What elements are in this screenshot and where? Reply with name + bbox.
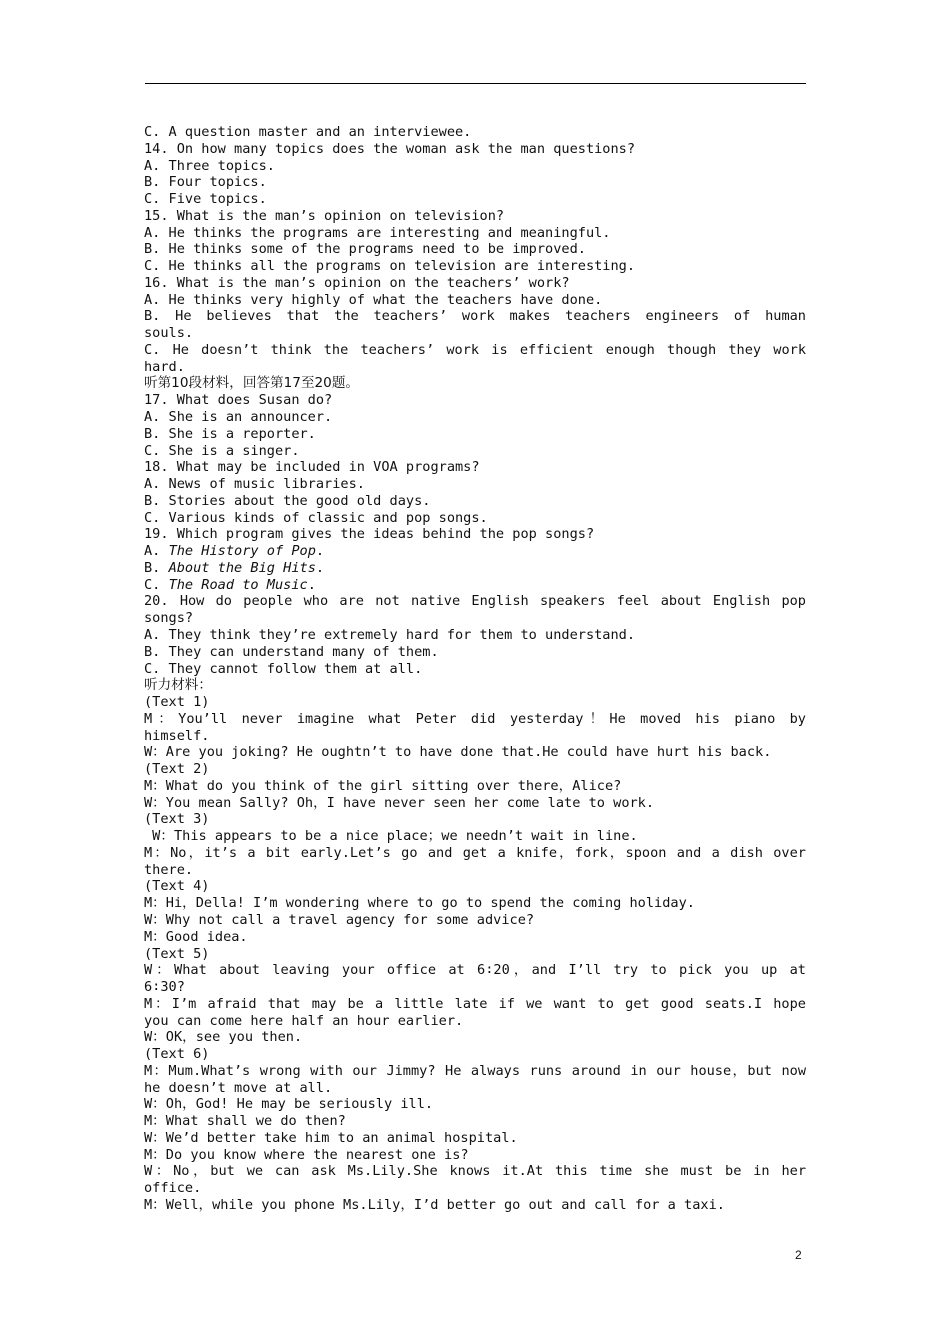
text-line: songs? <box>144 610 194 627</box>
text-line: C. Five topics. <box>144 191 267 208</box>
text-line: W：No，but we can ask Ms.Lily.She knows it.At this time she must be in her <box>144 1163 806 1180</box>
text-line: A. They think they’re extremely hard for them to understand. <box>144 626 636 643</box>
text-line: 20. How do people who are not native English speakers feel about English pop <box>144 593 806 610</box>
text-line: C. They cannot follow them at all. <box>144 660 423 677</box>
program-title: The History of Pop <box>168 543 316 560</box>
text-line: W：We’d better take him to an animal hospital. <box>144 1129 518 1146</box>
text-line: (Text 1) <box>144 694 210 711</box>
text-line: M：I’m afraid that may be a little late if we want to get good seats.I hope <box>144 995 806 1012</box>
text-line: A. He thinks the programs are interesting and meaningful. <box>144 224 611 241</box>
text-line: W：Why not call a travel agency for some advice? <box>144 911 535 928</box>
text-line: A. News of music libraries. <box>144 476 365 493</box>
text-line: A. He thinks very highly of what the teachers have done. <box>144 291 603 308</box>
text-line: office. <box>144 1180 202 1197</box>
text-line: 听第10段材料，回答第17至20题。 <box>144 375 360 392</box>
text-line: 15. What is the man’s opinion on television? <box>144 207 505 224</box>
text-line: hard. <box>144 358 185 375</box>
text-line: C. A question master and an interviewee. <box>144 124 472 140</box>
text-line: W：OK，see you then. <box>144 1029 303 1046</box>
text-line: B. He thinks some of the programs need to be improved. <box>144 241 586 258</box>
text-line: (Text 5) <box>144 945 210 962</box>
option-suffix: . <box>307 576 316 593</box>
text-line: W：Are you joking? He oughtn’t to have done that.He could have hurt his back. <box>144 744 772 761</box>
text-line <box>144 577 806 594</box>
document-body <box>144 124 806 1214</box>
text-line: 6∶30? <box>144 979 185 996</box>
text-line: M：Mum.What’s wrong with our Jimmy? He always runs around in our house，but now <box>144 1062 806 1079</box>
text-line: 17. What does Susan do? <box>144 392 333 409</box>
text-line <box>144 560 806 577</box>
text-line: C. He thinks all the programs on television are interesting. <box>144 258 636 275</box>
text-line: B. He believes that the teachers’ work makes teachers engineers of human <box>144 308 806 325</box>
text-line: M：Do you know where the nearest one is? <box>144 1146 469 1163</box>
text-line: (Text 6) <box>144 1046 210 1063</box>
text-line: M：What shall we do then? <box>144 1113 346 1130</box>
text-line: M：Well，while you phone Ms.Lily，I’d better go out and call for a taxi. <box>144 1197 725 1213</box>
text-line: (Text 4) <box>144 878 210 895</box>
text-line: you can come here half an hour earlier. <box>144 1012 464 1029</box>
text-line: W：You mean Sally? Oh，I have never seen her come late to work. <box>144 794 655 811</box>
text-line: he doesn’t move at all. <box>144 1079 333 1096</box>
text-line: M：Hi，Della! I’m wondering where to go to spend the coming holiday. <box>144 895 695 912</box>
text-line: 18. What may be included in VOA programs? <box>144 459 480 476</box>
program-title: About the Big Hits <box>168 559 316 576</box>
text-line: (Text 2) <box>144 761 210 778</box>
text-line: M：You’ll never imagine what Peter did yesterday！He moved his piano by <box>144 710 806 727</box>
option-suffix: . <box>315 559 325 576</box>
text-line: B. Stories about the good old days. <box>144 492 431 509</box>
text-line: souls. <box>144 325 194 342</box>
text-line: M：What do you think of the girl sitting over there，Alice? <box>144 777 622 794</box>
header-rule <box>145 83 806 84</box>
text-line: (Text 3) <box>144 811 210 828</box>
text-line: C. She is a singer. <box>144 442 300 459</box>
text-line: W：What about leaving your office at 6∶20，and I’ll try to pick you up at <box>144 962 806 979</box>
program-title: The Road to Music <box>168 576 308 593</box>
option-suffix: . <box>315 543 325 560</box>
text-line: 19. Which program gives the ideas behind the pop songs? <box>144 526 595 543</box>
option-prefix: C. <box>144 576 169 593</box>
option-prefix: A. <box>144 543 169 560</box>
text-line: there. <box>144 861 194 878</box>
text-line: 听力材料： <box>144 677 212 694</box>
text-line: M：Good idea. <box>144 928 248 945</box>
text-line: C. He doesn’t think the teachers’ work is efficient enough though they work <box>144 341 806 358</box>
text-line: B. They can understand many of them. <box>144 643 439 660</box>
page-number: 2 <box>795 1248 802 1262</box>
text-line: A. Three topics. <box>144 157 275 174</box>
text-line: 14. On how many topics does the woman ask the man questions? <box>144 140 636 157</box>
text-line: B. She is a reporter. <box>144 425 316 442</box>
text-line: C. Various kinds of classic and pop songs. <box>144 509 488 526</box>
text-line: W：This appears to be a nice place；we needn’t wait in line. <box>144 828 638 845</box>
text-line: W：Oh，God! He may be seriously ill. <box>144 1096 434 1113</box>
option-prefix: B. <box>144 559 169 576</box>
text-line: A. She is an announcer. <box>144 409 333 426</box>
text-line: 16. What is the man’s opinion on the teachers’ work? <box>144 274 570 291</box>
text-line: B. Four topics. <box>144 174 267 191</box>
text-line <box>144 543 806 560</box>
text-line: himself. <box>144 727 210 744</box>
text-line: M：No，it’s a bit early.Let’s go and get a knife，fork，spoon and a dish over <box>144 844 806 861</box>
